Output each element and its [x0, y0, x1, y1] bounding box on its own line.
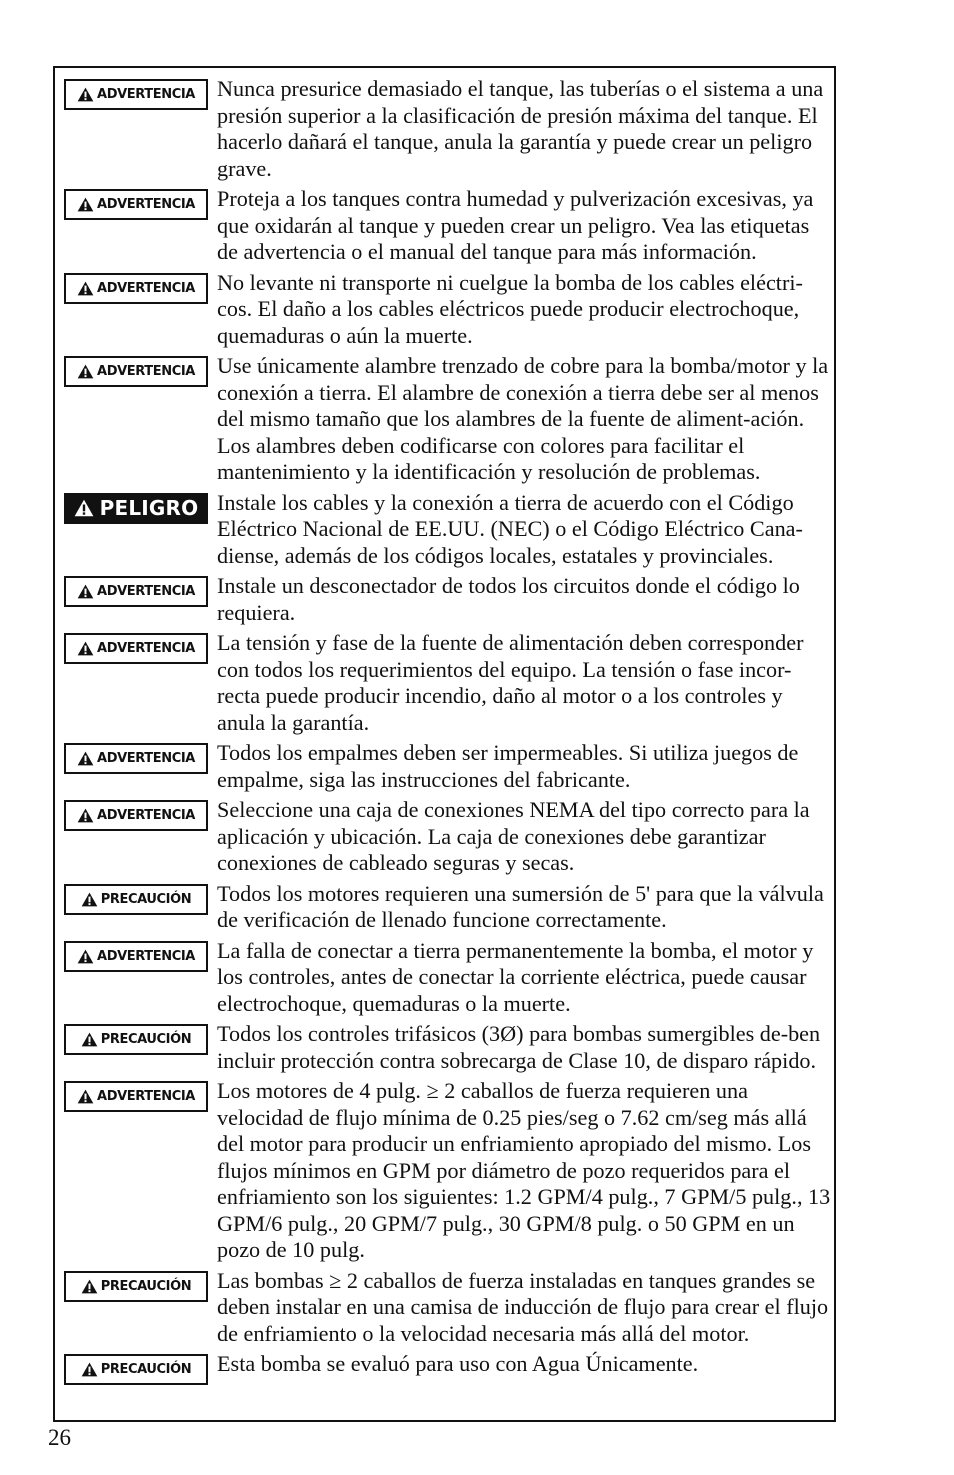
caution-badge — [64, 1354, 208, 1385]
safety-notice-row — [55, 740, 834, 793]
warning-triangle-icon — [77, 281, 94, 296]
signal-label-cell — [55, 490, 217, 524]
safety-notice-row — [55, 573, 834, 626]
warning-triangle-icon — [81, 1032, 98, 1047]
safety-notice-text: Los motores de 4 pulg. ≥ 2 caballos de fuerza requieren una velocidad de flujo mínima de 0.25 pies/seg o 7.62 cm/seg más allá del motor para producir un enfriamiento apropiado del mismo. Los flujos mínimos en GPM por diámetro de pozo requeridos para el enfriamiento son los siguientes: 1.2 GPM/4 pulg., 7 GPM/5 pulg., 13 GPM/6 pulg., 20 GPM/7 pulg., 30 GPM/8 pulg. o 50 GPM en un pozo de 10 pulg. — [217, 1078, 831, 1262]
safety-notice-row — [55, 1351, 834, 1385]
signal-word-label: ADVERTENCIA — [97, 280, 195, 296]
signal-label-cell — [55, 740, 217, 774]
signal-label-cell — [55, 186, 217, 220]
warning-triangle-icon — [77, 1089, 94, 1104]
signal-word-label: ADVERTENCIA — [97, 87, 195, 102]
warning-badge — [64, 1081, 208, 1112]
safety-notice-text: Instale los cables y la conexión a tierra de acuerdo con el Código Eléctrico Nacional de EE.UU. (NEC) o el Código Eléctrico Cana-diense, además de los códigos locales, estatales y provinciales. — [217, 489, 803, 568]
warning-triangle-icon — [81, 1362, 98, 1377]
caution-badge — [64, 1024, 208, 1055]
safety-notice-text: Nunca presurice demasiado el tanque, las tuberías o el sistema a una presión superior a la clasificación de presión máxima del tanque. El hacerlo dañará el tanque, anula la garantía y puede crear un peligro grave. — [217, 76, 824, 181]
safety-notice-text: La tensión y fase de la fuente de alimentación deben corresponder con todos los requerimientos del equipo. La tensión o fase incor-recta puede producir incendio, daño al motor o a los controles y anula la garantía. — [217, 630, 804, 735]
signal-word-label: ADVERTENCIA — [97, 641, 195, 656]
safety-notice-text: Las bombas ≥ 2 caballos de fuerza instaladas en tanques grandes se deben instalar en una camisa de inducción de flujo para crear el flujo de enfriamiento o la velocidad necesaria más allá del motor. — [217, 1267, 829, 1346]
signal-word-label: ADVERTENCIA — [97, 197, 195, 212]
signal-label-cell — [55, 1078, 217, 1112]
signal-word-label: ADVERTENCIA — [97, 751, 195, 766]
safety-notice-row — [55, 797, 834, 877]
warning-badge — [64, 79, 208, 110]
warning-triangle-icon — [81, 892, 98, 907]
warning-triangle-icon — [77, 751, 94, 766]
warning-triangle-icon — [77, 364, 94, 379]
warning-triangle-icon — [77, 949, 94, 964]
safety-notice-text: Use únicamente alambre trenzado de cobre para la bomba/motor y la conexión a tierra. El alambre de conexión a tierra debe ser al menos del mismo tamaño que los alambres de la fuente de aliment-ación. Los alambres deben codificarse con colores para facilitar el mantenimiento y la identificación y resolución de problemas. — [217, 353, 829, 484]
warning-badge — [64, 576, 208, 607]
safety-notice-text: Todos los motores requieren una sumersión de 5' para que la válvula de verificación de llenado funcione correctamente. — [217, 880, 824, 932]
signal-label-cell — [55, 938, 217, 972]
safety-notice-row — [55, 186, 834, 266]
warning-badge — [64, 800, 208, 831]
safety-notice-row — [55, 353, 834, 486]
safety-notice-row — [55, 490, 834, 570]
signal-label-cell — [55, 353, 217, 387]
warning-badge — [64, 356, 208, 387]
signal-word-label: PRECAUCIÓN — [100, 1362, 192, 1377]
warning-badge — [64, 273, 208, 304]
safety-notice-row — [55, 1268, 834, 1348]
safety-notice-text: Esta bomba se evaluó para uso con Agua Únicamente. — [217, 1351, 699, 1376]
caution-badge — [64, 884, 208, 915]
safety-notice-text: No levante ni transporte ni cuelgue la bomba de los cables eléctri-cos. El daño a los cables eléctricos puede producir electrochoque, quemaduras o aún la muerte. — [217, 269, 803, 348]
warning-triangle-icon — [77, 808, 94, 823]
warning-badge — [64, 941, 208, 972]
safety-notice-text: Todos los empalmes deben ser impermeables. Si utiliza juegos de empalme, siga las instrucciones del fabricante. — [217, 740, 799, 792]
warning-triangle-icon — [77, 197, 94, 212]
caution-badge — [64, 1271, 208, 1302]
signal-word-label: ADVERTENCIA — [97, 948, 195, 964]
warning-badge — [64, 743, 208, 774]
signal-label-cell — [55, 1351, 217, 1385]
signal-label-cell — [55, 797, 217, 831]
warning-badge — [64, 633, 208, 664]
signal-label-cell — [55, 573, 217, 607]
page-number: 26 — [48, 1425, 71, 1450]
signal-word-label: ADVERTENCIA — [97, 584, 195, 599]
warning-triangle-icon — [77, 584, 94, 599]
safety-notice-text: La falla de conectar a tierra permanentemente la bomba, el motor y los controles, antes de conectar la corriente eléctrica, puede causar electrochoque, quemaduras o la muerte. — [217, 937, 814, 1016]
warning-triangle-icon — [77, 641, 94, 656]
warning-triangle-icon — [77, 87, 94, 102]
warning-triangle-icon — [81, 1279, 98, 1294]
signal-word-label: PRECAUCIÓN — [100, 891, 192, 907]
safety-notice-row — [55, 270, 834, 350]
safety-notice-text: Seleccione una caja de conexiones NEMA del tipo correcto para la aplicación y ubicación. La caja de conexiones debe garantizar conexiones de cableado seguras y secas. — [217, 797, 810, 875]
signal-word-label: PRECAUCIÓN — [100, 1278, 192, 1294]
safety-notice-row — [55, 881, 834, 934]
safety-notice-box — [53, 66, 836, 1422]
safety-notice-row — [55, 1078, 834, 1264]
signal-word-label: PELIGRO — [99, 496, 199, 520]
warning-triangle-icon — [74, 499, 94, 517]
signal-label-cell — [55, 881, 217, 915]
signal-label-cell — [55, 630, 217, 664]
safety-notice-row — [55, 1021, 834, 1074]
safety-notice-row — [55, 630, 834, 736]
safety-notice-row — [55, 76, 834, 182]
signal-word-label: ADVERTENCIA — [97, 808, 195, 823]
safety-notice-row — [55, 938, 834, 1018]
signal-word-label: PRECAUCIÓN — [100, 1032, 192, 1047]
signal-label-cell — [55, 1268, 217, 1302]
signal-label-cell — [55, 76, 217, 110]
signal-word-label: ADVERTENCIA — [97, 1089, 195, 1104]
safety-notice-text: Todos los controles trifásicos (3Ø) para bombas sumergibles de-ben incluir protección contra sobrecarga de Clase 10, de disparo rápido. — [217, 1021, 821, 1073]
safety-notice-text: Proteja a los tanques contra humedad y pulverización excesivas, ya que oxidarán al tanque y pueden crear un peligro. Vea las etiquetas de advertencia o el manual del tanque para más información. — [217, 186, 814, 264]
warning-badge — [64, 189, 208, 220]
signal-label-cell — [55, 270, 217, 304]
signal-label-cell — [55, 1021, 217, 1055]
safety-notice-text: Instale un desconectador de todos los circuitos donde el código lo requiera. — [217, 573, 800, 625]
danger-badge — [64, 493, 208, 524]
signal-word-label: ADVERTENCIA — [97, 364, 195, 379]
